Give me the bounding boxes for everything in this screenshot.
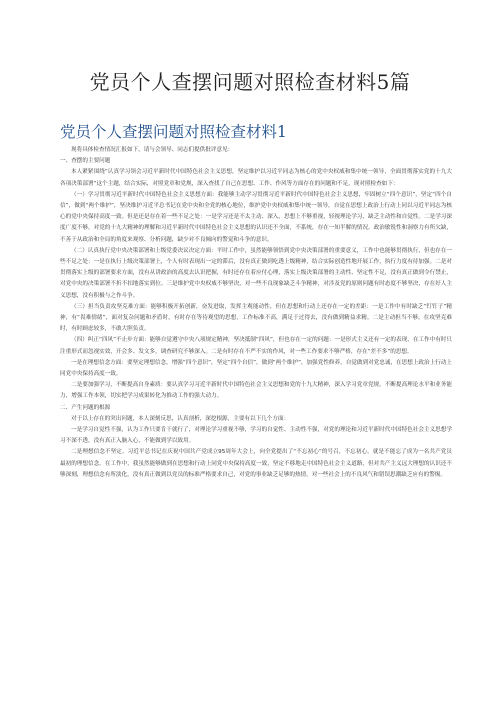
document-title: 党员个人查摆问题对照检查材料5篇 — [89, 70, 411, 94]
body-paragraph: （一）学习贯彻习近平新时代中国特色社会主义思想方面：我能够主动学习贯彻习近平新时代中国特色社会主义思想，牢固树立“四个意识”，坚定“四个自信”，做到“两个维护”，坚决维护习近平总书记在党中央和全党的核心地位，维护党中央权威和集中统一领导，自觉在思想上政治上行动上同以习近平同志为核心的党中央保持高度一致。但是还是存在着一些不足之处：一是学习还是不太主动、深入，思想上不够重视，轻视理论学习，缺乏主动性和自觉性。二是学习深度广度不够。对党的十九大精神的理解和习近平新时代中国特色社会主义思想的认识还不全面，不系统，存在一知半解的情况。政治敏锐性和洞察力有所欠缺，不善于从政治和全局的角度来观察、分析问题，缺少对不良倾向的警觉和斗争的意识。 — [60, 191, 452, 243]
body-paragraph: 二是要加强学习，不断提高自身素质：要认真学习习近平新时代中国特色社会主义思想和党的十九大精神，深入学习党章党规，不断提高理论水平和业务能力，增强工作本领，切实把学习成果转化为推动工作的强大动力。 — [60, 382, 452, 400]
section-heading: 二、产生问题的根源 — [60, 404, 111, 411]
section-title: 党员个人查摆问题对照检查材料1 — [60, 123, 287, 141]
body-paragraph: （三）担当负责攻坚克难方面：能够积极开拓创新，奋发进取，发挥主观能动性，但在思想和行动上还存在一定的差距：一是工作中有时缺乏“钉钉子”精神，有“畏难情绪”，面对复杂问题和矛盾时，有时存在等待观望的思想，工作标准不高，满足于过得去，没有做到精益求精。二是主动担当不够，在攻坚克难时，有时顾虑较多，不敢大胆负责。 — [60, 303, 452, 333]
body-paragraph: 本人紧紧围绕“认真学习领会习近平新时代中国特色社会主义思想，坚定维护以习近平同志为核心的党中央权威和集中统一领导，全面贯彻落实党的十九大各项决策部署”这个主题，结合实际，对照党章和党规，深入查找了自己在思想、工作、作风等方面存在的问题和不足，现对照检查如下： — [60, 169, 452, 187]
body-paragraph: 对于以上存在的突出问题，本人深刻反思，认真剖析，深挖根源，主要有以下几个方面： — [71, 415, 290, 422]
body-paragraph: 一是在理想信念方面：要坚定理想信念，增强“四个意识”，坚定“四个自信”，做到“两个维护”，加强党性修养，自觉做到对党忠诚，在思想上政治上行动上同党中央保持高度一致。 — [60, 359, 452, 378]
body-paragraph: （四）纠正“四风”不止步方面：能够自觉遵守中央八项规定精神，坚决抵制“四风”，但也存在一定的问题：一是形式主义还有一定的表现，在工作中有时只注重形式而忽视实效，开会多、发文多，调查研究不够深入。二是有时存在不严不实的作风，对一些工作要求不够严格，存在“差不多”的思想。 — [60, 337, 452, 355]
body-paragraph: （二）认真执行党中央决策部署和上级党委决议决定方面：平时工作中，虽然能够领悟到党中央决策部署的重要意义，工作中也能够贯彻执行，但也存在一些不足之处：一是在执行上级决策部署上，个人有时表现出一定的滞后，没有真正做到吃透上级精神，结合实际创造性地开展工作，执行力度有待加强。二是对贯彻落实上级的部署要求方面，没有从讲政治的高度去认识把握，有时还存在着应付心理，落实上级决策部署的主动性、坚定性不足，没有真正做到令行禁止，对党中央的决策部署不折不扣地落实到位。三是维护党中央权威不够坚决，对一些不良现象缺乏斗争精神，对涉及党的原则问题有时态度不够坚决，存在好人主义思想，没有积极与之作斗争。 — [60, 247, 452, 299]
intro-paragraph: 现将具体检查情况汇报如下，请与会领导、同志们提供批评意见： — [71, 147, 234, 153]
document-body — [60, 145, 452, 705]
section-heading: 一、查摆的主要问题 — [60, 158, 111, 165]
body-paragraph: 二是理想信念不坚定。习近平总书记在庆祝中国共产党成立95周年大会上，向全党提出了“不忘初心”的号召，不忘初心，就是不能忘了成为一名共产党员最初的理想信念。在工作中，我虽然能够做到在思想和行动上同党中央保持高度一致，坚定不移地走中国特色社会主义道路，但对共产主义远大理想的认识还不够深刻，理想信念有所淡化，没有真正做到以党员的标准严格要求自己，对党的事业缺乏足够的热情，对一些社会上的不良风气和错误思潮缺乏应有的警惕。 — [60, 449, 452, 478]
body-paragraph: 一是学习自觉性不强，认为工作只要肯干就行了，对理论学习重视不够，学习的自觉性、主动性不强，对党的理论和习近平新时代中国特色社会主义思想学习不深不透，没有真正入脑入心，不能做到学以致用。 — [60, 427, 452, 445]
